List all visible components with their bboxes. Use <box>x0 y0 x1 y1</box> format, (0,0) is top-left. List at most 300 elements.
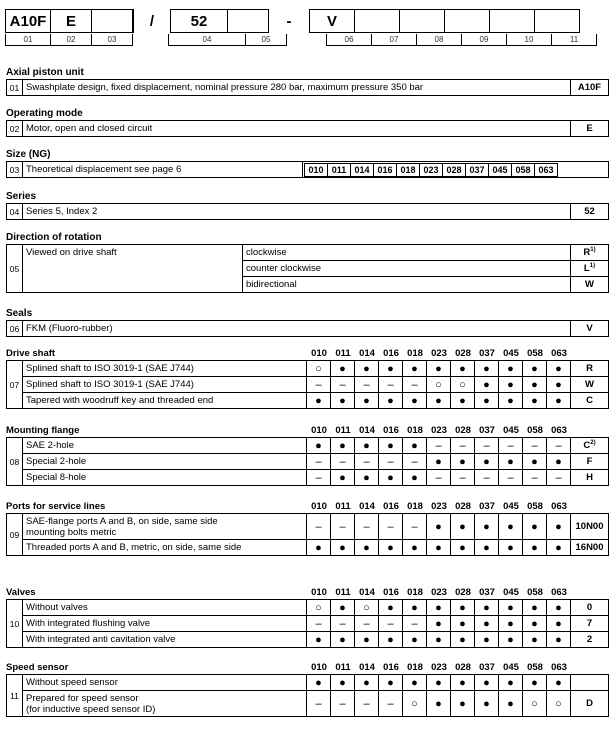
size-column-header: 010 <box>311 501 327 512</box>
row-description: Without speed sensor <box>23 675 307 691</box>
availability-mark: ● <box>451 393 475 409</box>
availability-mark: ● <box>523 540 547 556</box>
size-list <box>303 162 609 178</box>
row-number: 10 <box>7 600 23 648</box>
availability-mark: ● <box>499 632 523 648</box>
size-column-header: 063 <box>551 501 567 512</box>
size-column-header: 058 <box>527 348 543 359</box>
order-code: W <box>571 377 609 393</box>
availability-mark: – <box>403 514 427 540</box>
availability-mark: – <box>403 454 427 470</box>
row-description: SAE 2-hole <box>23 438 307 454</box>
availability-mark: ○ <box>547 691 571 717</box>
size-column-header: 063 <box>551 348 567 359</box>
size-column-header: 014 <box>359 348 375 359</box>
header-position-number: 06 <box>326 34 372 46</box>
row-description: Special 2-hole <box>23 454 307 470</box>
availability-mark: ● <box>427 540 451 556</box>
size-column-header: 058 <box>527 501 543 512</box>
availability-mark: ● <box>499 600 523 616</box>
availability-mark: ● <box>355 540 379 556</box>
availability-mark: ● <box>499 377 523 393</box>
availability-mark: ○ <box>307 361 331 377</box>
size-column-header: 011 <box>335 587 351 598</box>
availability-mark: ● <box>403 470 427 486</box>
availability-mark: ● <box>355 393 379 409</box>
availability-mark: ● <box>547 454 571 470</box>
size-column-header: 011 <box>335 662 351 673</box>
availability-mark: – <box>307 616 331 632</box>
section-drive-shaft <box>6 348 609 409</box>
row-number: 02 <box>7 121 23 137</box>
availability-mark: – <box>307 514 331 540</box>
size-column-header: 028 <box>455 425 471 436</box>
row-description: SAE-flange ports A and B, on side, same side mounting bolts metric <box>23 514 307 540</box>
availability-mark: ● <box>427 454 451 470</box>
header-separator: - <box>286 12 292 30</box>
header-code-box <box>399 9 445 33</box>
header-code-box <box>444 9 490 33</box>
availability-mark: ● <box>331 600 355 616</box>
size-column-header: 058 <box>527 425 543 436</box>
size-value: 037 <box>465 163 489 177</box>
size-column-header: 014 <box>359 425 375 436</box>
size-column-header: 011 <box>335 348 351 359</box>
size-value: 045 <box>488 163 512 177</box>
row-description: FKM (Fluoro-rubber) <box>23 321 571 337</box>
header-position-number: 01 <box>5 34 51 46</box>
section-title: Mounting flange <box>6 425 80 436</box>
availability-mark: ● <box>475 632 499 648</box>
availability-mark: ○ <box>523 691 547 717</box>
row-description: Without valves <box>23 600 307 616</box>
order-code: $L^{1)}$ <box>571 261 609 277</box>
availability-mark: – <box>427 470 451 486</box>
availability-mark: ● <box>403 438 427 454</box>
section-valves <box>6 587 609 648</box>
availability-mark: ● <box>403 540 427 556</box>
row-number: 05 <box>7 245 23 293</box>
header-code-box <box>534 9 580 33</box>
header-position-number: 05 <box>245 34 287 46</box>
header-code-box <box>489 9 535 33</box>
size-column-header: 018 <box>407 348 423 359</box>
availability-mark: ● <box>547 675 571 691</box>
availability-mark: – <box>355 514 379 540</box>
availability-mark: ● <box>475 454 499 470</box>
row-description: With integrated flushing valve <box>23 616 307 632</box>
availability-mark: ● <box>379 393 403 409</box>
availability-mark: – <box>331 691 355 717</box>
size-column-header: 023 <box>431 587 447 598</box>
availability-mark: ● <box>547 600 571 616</box>
section-mounting-flange <box>6 425 609 486</box>
order-code: 7 <box>571 616 609 632</box>
header-position-number: 11 <box>551 34 597 46</box>
availability-mark: ● <box>355 361 379 377</box>
size-column-header: 063 <box>551 425 567 436</box>
row-description: With integrated anti cavitation valve <box>23 632 307 648</box>
availability-mark: – <box>355 691 379 717</box>
availability-mark: – <box>379 514 403 540</box>
rotation-label: bidirectional <box>243 277 571 293</box>
row-number: 07 <box>7 361 23 409</box>
availability-mark: ● <box>499 675 523 691</box>
size-value: 028 <box>442 163 466 177</box>
size-column-header: 023 <box>431 662 447 673</box>
availability-mark: ● <box>523 361 547 377</box>
availability-mark: ○ <box>355 600 379 616</box>
availability-mark: ● <box>331 361 355 377</box>
availability-mark: – <box>499 438 523 454</box>
header-position-number: 09 <box>461 34 507 46</box>
size-column-header: 063 <box>551 662 567 673</box>
size-column-header: 028 <box>455 501 471 512</box>
availability-mark: ● <box>379 438 403 454</box>
availability-mark: – <box>307 470 331 486</box>
availability-mark: ● <box>547 361 571 377</box>
size-column-header: 010 <box>311 587 327 598</box>
row-description: Splined shaft to ISO 3019-1 (SAE J744) <box>23 361 307 377</box>
order-code: C <box>571 393 609 409</box>
size-value: 058 <box>511 163 535 177</box>
availability-mark: ● <box>427 393 451 409</box>
availability-mark: – <box>331 454 355 470</box>
availability-mark: ● <box>379 632 403 648</box>
header-position-number: 03 <box>91 34 133 46</box>
availability-mark: – <box>307 377 331 393</box>
availability-mark: – <box>355 377 379 393</box>
availability-mark: ● <box>499 616 523 632</box>
availability-mark: ● <box>331 540 355 556</box>
section-title: Speed sensor <box>6 662 69 673</box>
size-column-header: 010 <box>311 425 327 436</box>
size-column-header: 014 <box>359 587 375 598</box>
availability-mark: ● <box>355 438 379 454</box>
section-seals <box>6 308 609 337</box>
header-position-number: 07 <box>371 34 417 46</box>
availability-mark: – <box>499 470 523 486</box>
availability-mark: ● <box>547 514 571 540</box>
availability-mark: ● <box>307 675 331 691</box>
size-value: 014 <box>350 163 374 177</box>
header-code-box: V <box>309 9 355 33</box>
availability-mark: ● <box>331 675 355 691</box>
availability-mark: ● <box>403 600 427 616</box>
size-value: 011 <box>327 163 351 177</box>
section-series <box>6 191 609 220</box>
size-column-header: 037 <box>479 425 495 436</box>
availability-mark: ● <box>355 632 379 648</box>
order-code: W <box>571 277 609 293</box>
row-description: Special 8-hole <box>23 470 307 486</box>
section-ports-for-service-lines <box>6 501 609 556</box>
size-column-header: 016 <box>383 501 399 512</box>
order-code: V <box>571 321 609 337</box>
availability-mark: – <box>403 616 427 632</box>
section-operating-mode <box>6 108 609 137</box>
section-speed-sensor <box>6 662 609 717</box>
availability-mark: ● <box>307 393 331 409</box>
row-description: Viewed on drive shaft <box>23 245 243 293</box>
availability-mark: ● <box>451 361 475 377</box>
availability-mark: ● <box>547 377 571 393</box>
availability-mark: ● <box>475 393 499 409</box>
header-position-number: 02 <box>50 34 92 46</box>
availability-mark: – <box>379 616 403 632</box>
availability-mark: ● <box>307 632 331 648</box>
size-column-header: 045 <box>503 662 519 673</box>
availability-mark: ● <box>499 691 523 717</box>
size-column-header: 037 <box>479 587 495 598</box>
availability-mark: – <box>475 470 499 486</box>
availability-mark: ● <box>523 454 547 470</box>
row-number: 11 <box>7 675 23 717</box>
row-number: 09 <box>7 514 23 556</box>
section-title: Ports for service lines <box>6 501 106 512</box>
availability-mark: – <box>307 691 331 717</box>
section-title: Seals <box>6 308 33 319</box>
order-code: H <box>571 470 609 486</box>
section-size <box>6 149 609 178</box>
size-column-header: 037 <box>479 662 495 673</box>
row-description: Splined shaft to ISO 3019-1 (SAE J744) <box>23 377 307 393</box>
availability-mark: ● <box>379 600 403 616</box>
availability-mark: – <box>523 438 547 454</box>
availability-mark: ● <box>523 393 547 409</box>
size-column-header: 037 <box>479 501 495 512</box>
availability-mark: ● <box>475 600 499 616</box>
size-value: 023 <box>419 163 443 177</box>
header-separator: / <box>149 12 155 30</box>
section-title: Direction of rotation <box>6 232 102 243</box>
availability-mark: ● <box>379 540 403 556</box>
availability-mark: ● <box>523 632 547 648</box>
size-column-header: 010 <box>311 348 327 359</box>
availability-mark: ● <box>547 540 571 556</box>
availability-mark: ● <box>403 632 427 648</box>
section-direction-of-rotation <box>6 232 609 293</box>
availability-mark: ● <box>451 691 475 717</box>
availability-mark: ● <box>451 632 475 648</box>
availability-mark: ● <box>379 361 403 377</box>
availability-mark: ● <box>475 540 499 556</box>
order-code: R <box>571 361 609 377</box>
header-code-box <box>227 9 269 33</box>
availability-mark: – <box>451 438 475 454</box>
availability-mark: ● <box>403 361 427 377</box>
availability-mark: – <box>379 454 403 470</box>
size-column-header: 010 <box>311 662 327 673</box>
rotation-label: clockwise <box>243 245 571 261</box>
size-value: 018 <box>396 163 420 177</box>
order-code: D <box>571 691 609 717</box>
order-code: $C^{2)}$ <box>571 438 609 454</box>
availability-mark: ● <box>379 675 403 691</box>
availability-mark: ● <box>451 514 475 540</box>
availability-mark: ● <box>427 616 451 632</box>
availability-mark: ○ <box>403 691 427 717</box>
size-column-header: 045 <box>503 587 519 598</box>
availability-mark: ● <box>523 600 547 616</box>
availability-mark: ● <box>355 470 379 486</box>
order-code: 16N00 <box>571 540 609 556</box>
availability-mark: ○ <box>427 377 451 393</box>
order-code: 0 <box>571 600 609 616</box>
section-title: Operating mode <box>6 108 83 119</box>
availability-mark: ● <box>475 361 499 377</box>
row-number: 01 <box>7 80 23 96</box>
size-column-header: 018 <box>407 662 423 673</box>
order-code: E <box>571 121 609 137</box>
availability-mark: ● <box>427 361 451 377</box>
availability-mark: ● <box>379 470 403 486</box>
type-code-header <box>5 9 580 33</box>
availability-mark: ● <box>307 438 331 454</box>
row-description: Prepared for speed sensor (for inductive speed sensor ID) <box>23 691 307 717</box>
availability-mark: – <box>475 438 499 454</box>
row-description: Series 5, Index 2 <box>23 204 571 220</box>
size-column-header: 028 <box>455 587 471 598</box>
availability-mark: – <box>547 470 571 486</box>
availability-mark: ● <box>451 616 475 632</box>
size-column-header: 014 <box>359 501 375 512</box>
row-description: Theoretical displacement see page 6 <box>23 162 303 178</box>
availability-mark: – <box>355 616 379 632</box>
size-column-header: 018 <box>407 425 423 436</box>
availability-mark: ● <box>331 632 355 648</box>
row-number: 06 <box>7 321 23 337</box>
availability-mark: ● <box>547 616 571 632</box>
availability-mark: ● <box>499 361 523 377</box>
row-number: 08 <box>7 438 23 486</box>
availability-mark: ● <box>451 600 475 616</box>
availability-mark: ● <box>499 540 523 556</box>
availability-mark: ● <box>523 514 547 540</box>
row-number: 03 <box>7 162 23 178</box>
availability-mark: ● <box>451 540 475 556</box>
section-title: Drive shaft <box>6 348 56 359</box>
availability-mark: ● <box>547 632 571 648</box>
header-position-number: 10 <box>506 34 552 46</box>
header-position-number: 04 <box>168 34 246 46</box>
size-column-header: 016 <box>383 348 399 359</box>
row-description: Tapered with woodruff key and threaded end <box>23 393 307 409</box>
availability-mark: ● <box>523 377 547 393</box>
availability-mark: ● <box>427 675 451 691</box>
availability-mark: – <box>331 377 355 393</box>
availability-mark: ○ <box>451 377 475 393</box>
size-value: 016 <box>373 163 397 177</box>
availability-mark: ● <box>475 675 499 691</box>
size-value: 063 <box>534 163 558 177</box>
availability-mark: – <box>451 470 475 486</box>
row-description: Swashplate design, fixed displacement, nominal pressure 280 bar, maximum pressure 350 bar <box>23 80 571 96</box>
availability-mark: ● <box>427 514 451 540</box>
availability-mark: ● <box>475 377 499 393</box>
availability-mark: ● <box>475 691 499 717</box>
availability-mark: ● <box>331 470 355 486</box>
availability-mark: ● <box>523 675 547 691</box>
size-column-header: 045 <box>503 348 519 359</box>
header-code-box <box>91 9 133 33</box>
availability-mark: ● <box>331 438 355 454</box>
availability-mark: ● <box>307 540 331 556</box>
size-column-header: 016 <box>383 662 399 673</box>
availability-mark: ● <box>427 600 451 616</box>
size-column-header: 045 <box>503 501 519 512</box>
availability-mark: – <box>427 438 451 454</box>
size-column-header: 028 <box>455 662 471 673</box>
size-column-header: 014 <box>359 662 375 673</box>
availability-mark: ● <box>331 393 355 409</box>
order-code: $R^{1)}$ <box>571 245 609 261</box>
order-code: 2 <box>571 632 609 648</box>
size-column-header: 023 <box>431 425 447 436</box>
row-description: Motor, open and closed circuit <box>23 121 571 137</box>
availability-mark: – <box>307 454 331 470</box>
size-column-header: 011 <box>335 425 351 436</box>
availability-mark: ● <box>403 675 427 691</box>
availability-mark: – <box>379 691 403 717</box>
size-column-header: 028 <box>455 348 471 359</box>
size-value: 010 <box>304 163 328 177</box>
availability-mark: ● <box>451 454 475 470</box>
availability-mark: – <box>355 454 379 470</box>
size-column-header: 023 <box>431 348 447 359</box>
size-column-header: 058 <box>527 587 543 598</box>
availability-mark: – <box>379 377 403 393</box>
size-column-header: 063 <box>551 587 567 598</box>
order-code: 52 <box>571 204 609 220</box>
row-number: 04 <box>7 204 23 220</box>
availability-mark: – <box>547 438 571 454</box>
header-position-number: 08 <box>416 34 462 46</box>
section-title: Series <box>6 191 37 202</box>
size-column-header: 016 <box>383 425 399 436</box>
availability-mark: – <box>523 470 547 486</box>
availability-mark: ● <box>523 616 547 632</box>
section-title: Size (NG) <box>6 149 51 160</box>
order-code: A10F <box>571 80 609 96</box>
availability-mark: ● <box>475 514 499 540</box>
type-code-numbers <box>5 34 597 46</box>
order-code <box>571 675 609 691</box>
availability-mark: ● <box>547 393 571 409</box>
size-column-header: 023 <box>431 501 447 512</box>
availability-mark: ● <box>499 514 523 540</box>
rotation-label: counter clockwise <box>243 261 571 277</box>
availability-mark: ● <box>427 691 451 717</box>
header-code-box: 52 <box>170 9 228 33</box>
availability-mark: ● <box>427 632 451 648</box>
availability-mark: ● <box>475 616 499 632</box>
section-title: Valves <box>6 587 36 598</box>
availability-mark: ● <box>355 675 379 691</box>
size-column-header: 037 <box>479 348 495 359</box>
availability-mark: – <box>331 616 355 632</box>
size-column-header: 018 <box>407 587 423 598</box>
availability-mark: – <box>403 377 427 393</box>
order-code: 10N00 <box>571 514 609 540</box>
availability-mark: ● <box>403 393 427 409</box>
header-code-box <box>354 9 400 33</box>
availability-mark: ● <box>499 393 523 409</box>
size-column-header: 045 <box>503 425 519 436</box>
availability-mark: ● <box>499 454 523 470</box>
size-column-header: 016 <box>383 587 399 598</box>
section-axial-piston-unit <box>6 67 609 96</box>
